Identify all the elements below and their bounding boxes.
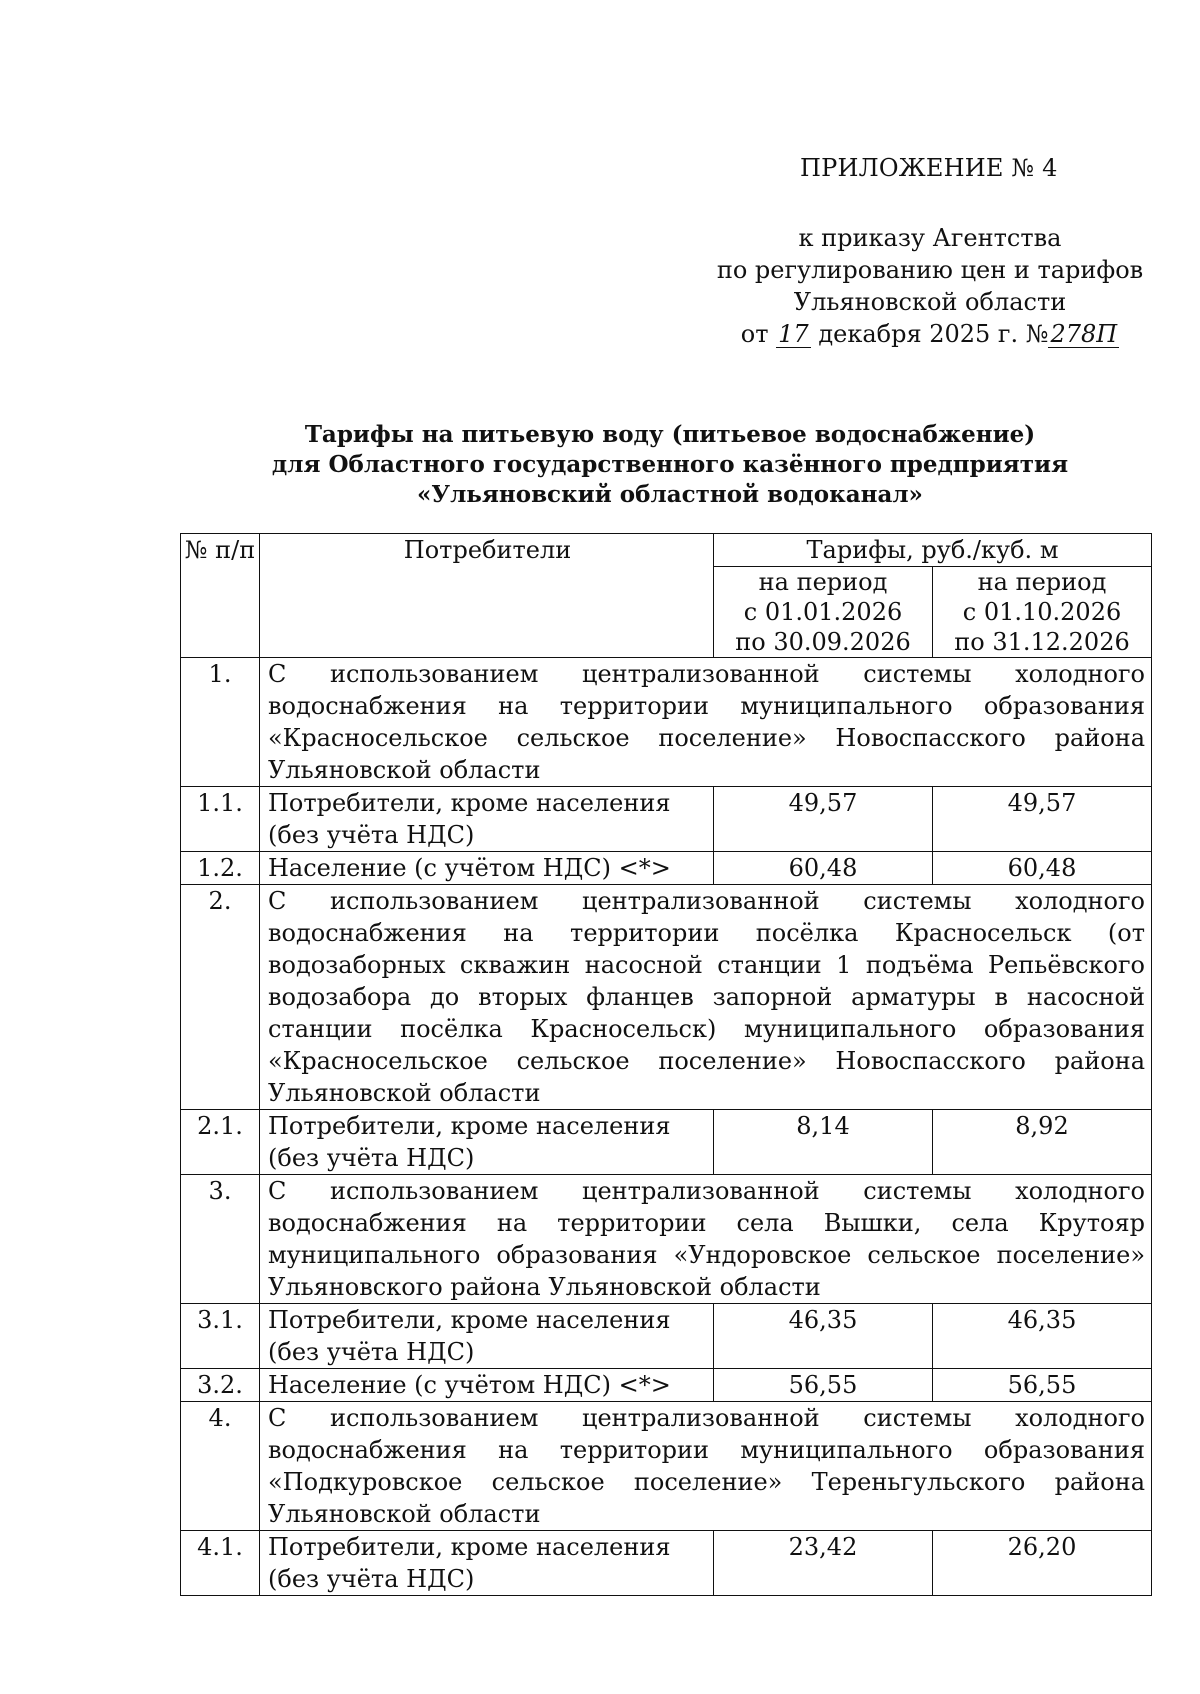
table-row: 3.2. Население (с учётом НДС) <*> 56,55 56,55 <box>181 1369 1152 1402</box>
tariff-value: 26,20 <box>933 1531 1152 1596</box>
date-prefix: от <box>740 320 769 348</box>
title-line-3: «Ульяновский областной водоканал» <box>417 481 923 508</box>
consumer-label: Потребители, кроме населения (без учёта НДС) <box>260 1110 714 1175</box>
table-row: 1.1. Потребители, кроме населения (без учёта НДС) 49,57 49,57 <box>181 787 1152 852</box>
table-row: 4. С использованием централизованной системы холодного водоснабжения на территории муниципального образования «Подкуровское сельское поселение» Тереньгульского района Ульяновской области <box>181 1402 1152 1531</box>
consumer-label: Население (с учётом НДС) <*> <box>260 852 714 885</box>
tariff-value: 49,57 <box>714 787 933 852</box>
table-row: 4.1. Потребители, кроме населения (без учёта НДС) 23,42 26,20 <box>181 1531 1152 1596</box>
tariff-value: 23,42 <box>714 1531 933 1596</box>
header-tariffs: Тарифы, руб./куб. м <box>714 534 1152 567</box>
tariff-value: 60,48 <box>714 852 933 885</box>
header-period-1: на период с 01.01.2026 по 30.09.2026 <box>714 567 933 658</box>
section-description: С использованием централизованной системы холодного водоснабжения на территории села Вышки, села Крутояр муниципального образования «Ундоровское сельское поселение» Ульяновского района Ульяновской области <box>260 1175 1152 1304</box>
order-date-line <box>700 318 1160 350</box>
consumer-label: Потребители, кроме населения (без учёта НДС) <box>260 1304 714 1369</box>
tariff-value: 46,35 <box>933 1304 1152 1369</box>
date-middle: декабря 2025 г. № <box>818 320 1049 348</box>
tariff-value: 56,55 <box>714 1369 933 1402</box>
order-line-1: к приказу Агентства <box>798 224 1062 252</box>
header-num: № п/п <box>181 534 260 658</box>
tariff-value: 49,57 <box>933 787 1152 852</box>
header-period-2: на период с 01.10.2026 по 31.12.2026 <box>933 567 1152 658</box>
table-row: 2. С использованием централизованной системы холодного водоснабжения на территории посёлка Красносельск (от водозаборных скважин насосной станции 1 подъёма Репьёвского водозабора до вторых фланцев запорной арматуры в насосной станции посёлка Красносельск) муниципального образования «Красносельское сельское поселение» Новоспасского района Ульяновской области <box>181 885 1152 1110</box>
handwritten-day: 17 <box>778 320 809 348</box>
tariff-value: 56,55 <box>933 1369 1152 1402</box>
section-description: С использованием централизованной системы холодного водоснабжения на территории муниципального образования «Подкуровское сельское поселение» Тереньгульского района Ульяновской области <box>260 1402 1152 1531</box>
consumer-label: Население (с учётом НДС) <*> <box>260 1369 714 1402</box>
table-row: 3.1. Потребители, кроме населения (без учёта НДС) 46,35 46,35 <box>181 1304 1152 1369</box>
document-title <box>180 420 1160 510</box>
table-row: 3. С использованием централизованной системы холодного водоснабжения на территории села Вышки, села Крутояр муниципального образования «Ундоровское сельское поселение» Ульяновского района Ульяновской области <box>181 1175 1152 1304</box>
table-row: 1.2. Население (с учётом НДС) <*> 60,48 60,48 <box>181 852 1152 885</box>
tariff-value: 46,35 <box>714 1304 933 1369</box>
appendix-heading: ПРИЛОЖЕНИЕ № 4 <box>800 154 1058 182</box>
table-row: 1. С использованием централизованной системы холодного водоснабжения на территории муниципального образования «Красносельское сельское поселение» Новоспасского района Ульяновской области <box>181 658 1152 787</box>
table-row: 2.1. Потребители, кроме населения (без учёта НДС) 8,14 8,92 <box>181 1110 1152 1175</box>
consumer-label: Потребители, кроме населения (без учёта НДС) <box>260 1531 714 1596</box>
tariff-value: 8,14 <box>714 1110 933 1175</box>
header-row <box>181 534 1152 567</box>
handwritten-number: 278П <box>1050 320 1118 348</box>
tariff-value: 8,92 <box>933 1110 1152 1175</box>
title-line-2: для Областного государственного казённого предприятия <box>271 451 1069 478</box>
section-description: С использованием централизованной системы холодного водоснабжения на территории посёлка Красносельск (от водозаборных скважин насосной станции 1 подъёма Репьёвского водозабора до вторых фланцев запорной арматуры в насосной станции посёлка Красносельск) муниципального образования «Красносельское сельское поселение» Новоспасского района Ульяновской области <box>260 885 1152 1110</box>
tariff-value: 60,48 <box>933 852 1152 885</box>
header-consumers: Потребители <box>260 534 714 658</box>
order-line-3: Ульяновской области <box>793 288 1067 316</box>
order-reference <box>700 222 1160 350</box>
order-line-2: по регулированию цен и тарифов <box>716 256 1144 284</box>
tariffs-table <box>180 533 1152 1596</box>
title-line-1: Тарифы на питьевую воду (питьевое водоснабжение) <box>304 421 1036 448</box>
consumer-label: Потребители, кроме населения (без учёта НДС) <box>260 787 714 852</box>
section-description: С использованием централизованной системы холодного водоснабжения на территории муниципального образования «Красносельское сельское поселение» Новоспасского района Ульяновской области <box>260 658 1152 787</box>
